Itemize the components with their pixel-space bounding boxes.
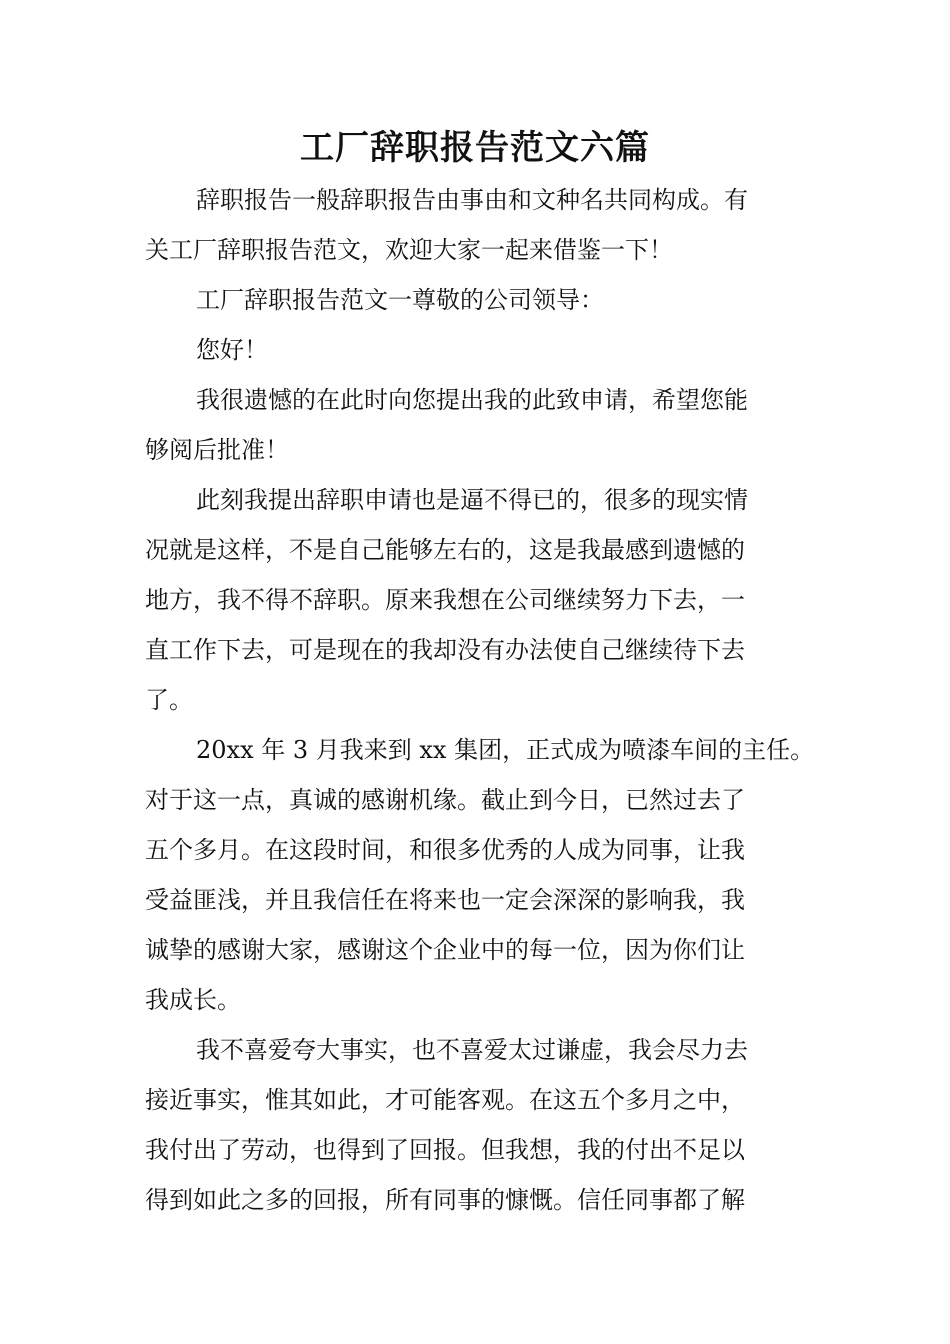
paragraph-reason	[145, 475, 810, 725]
text-line: 此刻我提出辞职申请也是逼不得已的，很多的现实情	[196, 486, 748, 514]
paragraph-greeting	[145, 325, 810, 375]
paragraph-history	[145, 725, 815, 1025]
document-title: 工厂辞职报告范文六篇	[300, 128, 650, 168]
text-line: 够阅后批准！	[145, 436, 289, 464]
text-line: 我成长。	[145, 986, 241, 1014]
text-line: 工厂辞职报告范文一尊敬的公司领导：	[196, 286, 604, 314]
text-line: 20xx 年 3 月我来到 xx 集团，正式成为喷漆车间的主任。	[196, 736, 815, 764]
text-line: 我付出了劳动，也得到了回报。但我想，我的付出不足以	[145, 1136, 745, 1164]
text-line: 我不喜爱夸大事实，也不喜爱太过谦虚，我会尽力去	[196, 1036, 748, 1064]
paragraph-reflection	[145, 1025, 810, 1225]
paragraph-intro	[145, 175, 810, 275]
text-line: 五个多月。在这段时间，和很多优秀的人成为同事，让我	[145, 836, 745, 864]
text-line: 况就是这样，不是自己能够左右的，这是我最感到遗憾的	[145, 536, 745, 564]
document-body	[145, 175, 815, 1225]
text-line: 得到如此之多的回报，所有同事的慷慨。信任同事都了解	[145, 1186, 745, 1214]
text-line: 地方，我不得不辞职。原来我想在公司继续努力下去，一	[145, 586, 745, 614]
text-line: 我很遗憾的在此时向您提出我的此致申请，希望您能	[196, 386, 748, 414]
text-line: 受益匪浅，并且我信任在将来也一定会深深的影响我，我	[145, 886, 745, 914]
text-line: 关工厂辞职报告范文，欢迎大家一起来借鉴一下！	[145, 236, 673, 264]
text-line: 直工作下去，可是现在的我却没有办法使自己继续待下去	[145, 636, 745, 664]
text-line: 接近事实，惟其如此，才可能客观。在这五个多月之中，	[145, 1086, 745, 1114]
paragraph-request	[145, 375, 810, 475]
paragraph-salutation-heading	[145, 275, 810, 325]
text-line: 您好！	[196, 336, 268, 364]
text-line: 诚挚的感谢大家，感谢这个企业中的每一位，因为你们让	[145, 936, 745, 964]
text-line: 了。	[145, 686, 193, 714]
text-line: 辞职报告一般辞职报告由事由和文种名共同构成。有	[196, 186, 748, 214]
text-line: 对于这一点，真诚的感谢机缘。截止到今日，已然过去了	[145, 786, 745, 814]
